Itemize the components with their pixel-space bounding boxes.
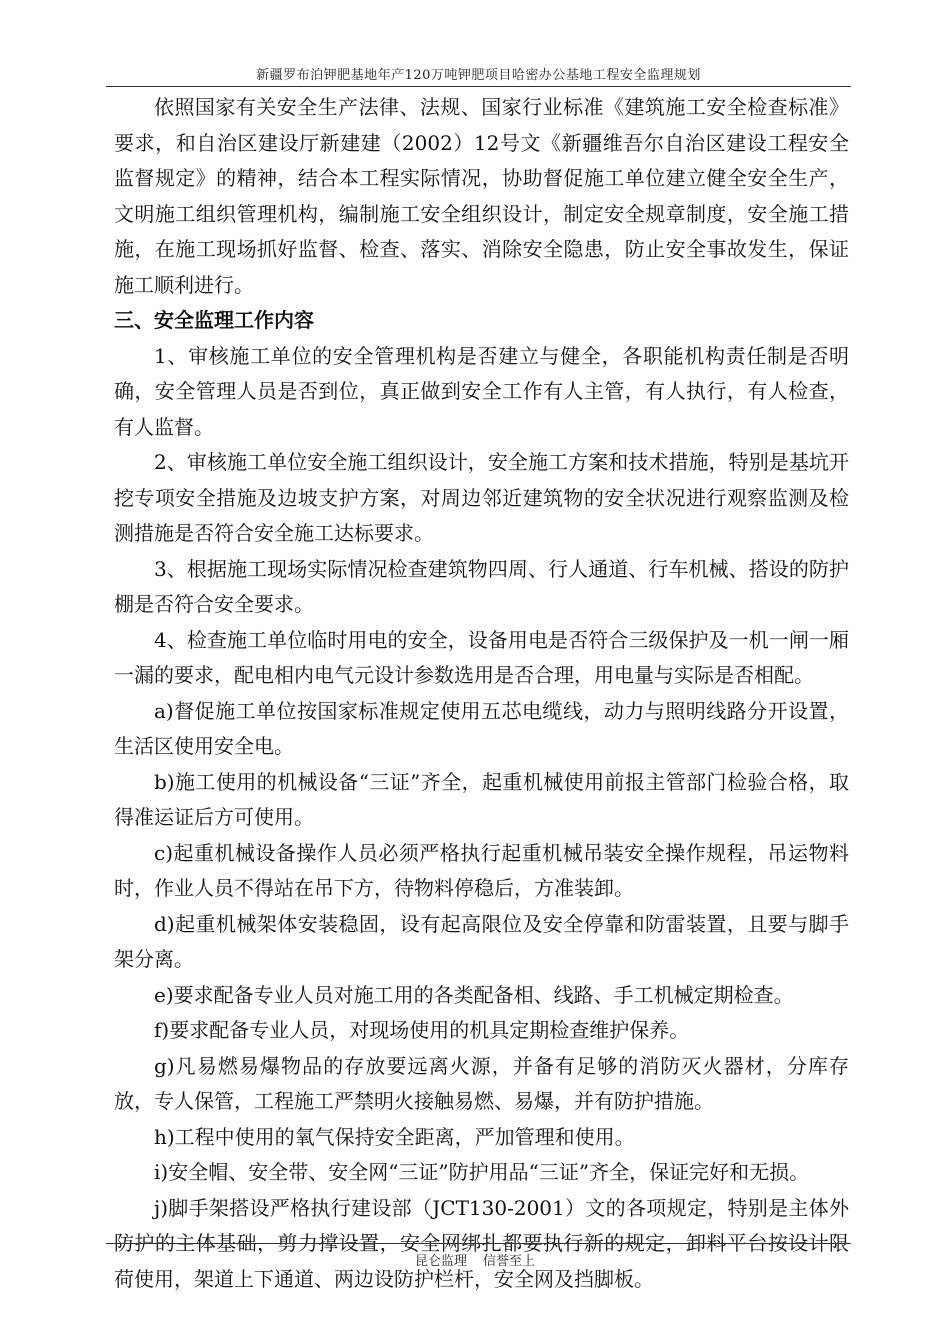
list-item: 4、检查施工单位临时用电的安全，设备用电是否符合三级保护及一机一闸一厢一漏的要求，配电相内电气元设计参数选用是否合理，用电量与实际是否相配。 bbox=[114, 627, 849, 687]
list-item: 2、审核施工单位安全施工组织设计，安全施工方案和技术措施，特别是基坑开挖专项安全措施及边坡支护方案，对周边邻近建筑物的安全状况进行观察监测及检测措施是否符合安全施工达标要求。 bbox=[114, 450, 849, 545]
header-divider bbox=[106, 86, 851, 87]
list-item: 1、审核施工单位的安全管理机构是否建立与健全，各职能机构责任制是否明确，安全管理人员是否到位，真正做到安全工作有人主管，有人执行，有人检查，有人监督。 bbox=[114, 343, 849, 439]
intro-paragraph: 依照国家有关安全生产法律、法规、国家行业标准《建筑施工安全检查标准》要求，和自治区建设厅新建建（2002）12号文《新疆维吾尔自治区建设工程安全监督规定》的精神，结合本工程实际情况，协助督促施工单位建立健全安全生产，文明施工组织管理机构，编制施工安全组织设计，制定安全规章制度，安全施工措施，在施工现场抓好监督、检查、落实、消除安全隐患，防止安全事故发生，保证施工顺利进行。 bbox=[114, 95, 849, 297]
sub-list-item: a)督促施工单位按国家标准规定使用五芯电缆线，动力与照明线路分开设置，生活区使用安全电。 bbox=[114, 698, 849, 758]
sub-list-item: f)要求配备专业人员，对现场使用的机具定期检查维护保养。 bbox=[154, 1018, 690, 1042]
section-heading: 三、安全监理工作内容 bbox=[114, 308, 314, 332]
footer-divider bbox=[106, 1243, 851, 1244]
list-item: 3、根据施工现场实际情况检查建筑物四周、行人通道、行车机械、搭设的防护棚是否符合安全要求。 bbox=[114, 556, 849, 616]
running-footer bbox=[0, 1250, 950, 1269]
sub-list-item: c)起重机械设备操作人员必须严格执行起重机械吊装安全操作规程，吊运物料时，作业人员不得站在吊下方，待物料停稳后，方准装卸。 bbox=[114, 840, 849, 900]
sub-list-item: b)施工使用的机械设备“三证”齐全，起重机械使用前报主管部门检验合格，取得准运证后方可使用。 bbox=[114, 769, 849, 829]
sub-list-item: g)凡易燃易爆物品的存放要远离火源，并备有足够的消防灭火器材，分库存放，专人保管，工程施工严禁明火接触易燃、易爆，并有防护措施。 bbox=[114, 1053, 849, 1113]
sub-list-item: d)起重机械架体安装稳固，设有起高限位及安全停靠和防雷装置，且要与脚手架分离。 bbox=[114, 911, 849, 971]
footer-company: 昆仑监理 bbox=[414, 1254, 467, 1269]
sub-list-item: e)要求配备专业人员对施工用的各类配备相、线路、手工机械定期检查。 bbox=[154, 982, 794, 1007]
footer-motto: 信誉至上 bbox=[483, 1254, 536, 1269]
document-body bbox=[114, 90, 849, 1297]
sub-list-item: j)脚手架搭设严格执行建设部（JCT130-2001）文的各项规定，特别是主体外防护的主体基础，剪力撑设置，安全网绑扎都要执行新的规定，卸料平台按设计限荷使用，架道上下通道、两边设防护栏杆，安全网及挡脚板。 bbox=[114, 1195, 849, 1291]
sub-list-item: i)安全帽、安全带、安全网“三证”防护用品“三证”齐全，保证完好和无损。 bbox=[154, 1160, 810, 1184]
sub-list-item: h)工程中使用的氧气保持安全距离，严加管理和使用。 bbox=[154, 1124, 635, 1149]
running-header: 新疆罗布泊钾肥基地年产120万吨钾肥项目哈密办公基地工程安全监理规划 bbox=[256, 68, 701, 83]
